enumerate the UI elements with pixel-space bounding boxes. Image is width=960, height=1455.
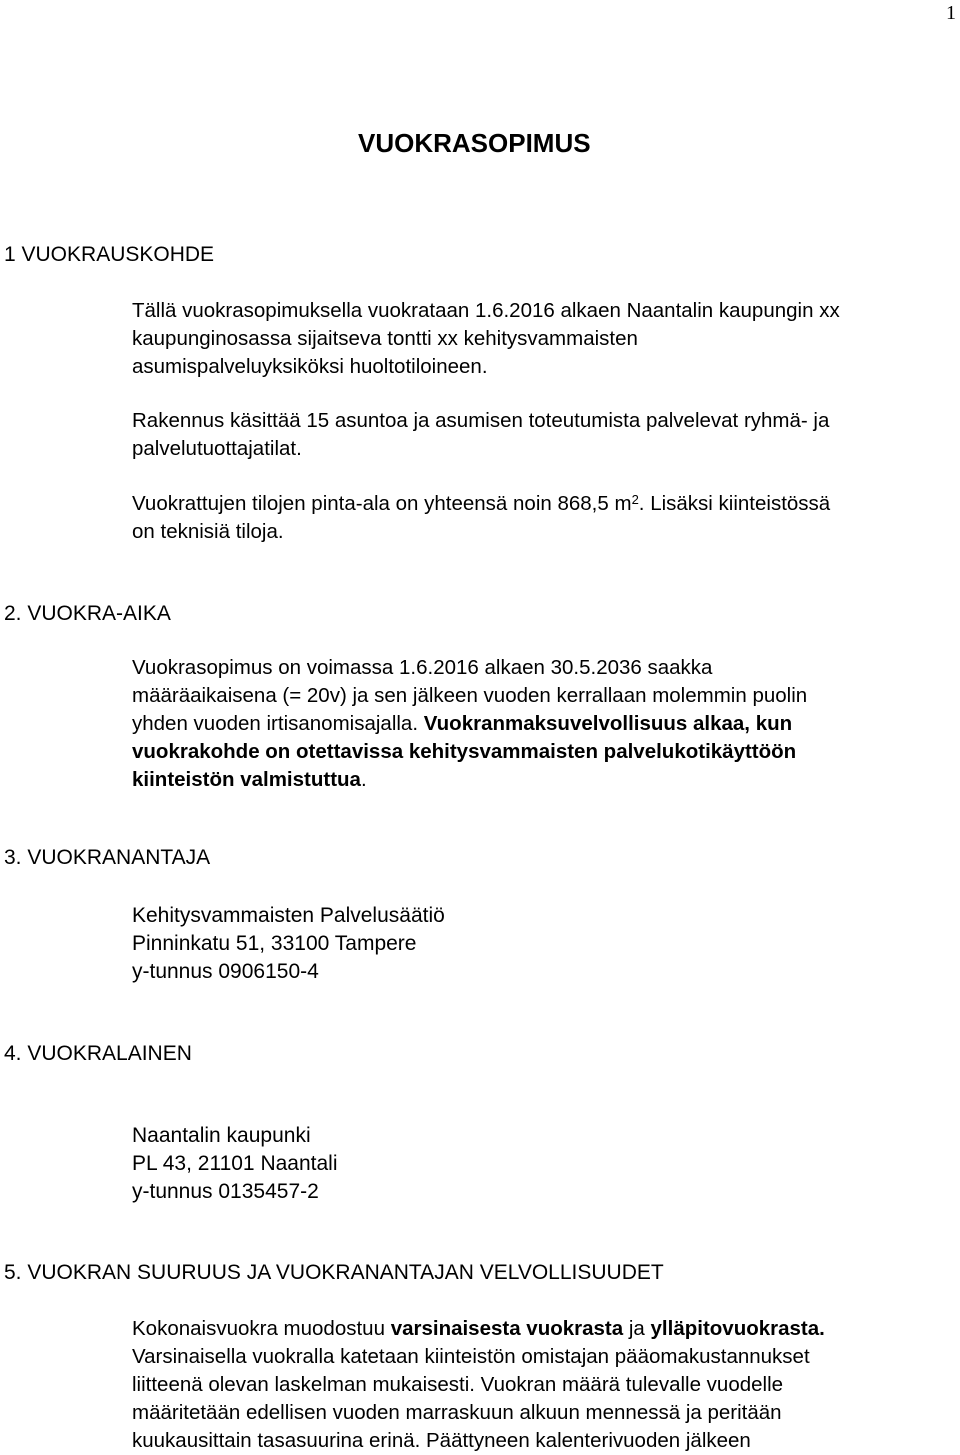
text-line: Rakennus käsittää 15 asuntoa ja asumisen toteutumista palvelevat ryhmä- ja [132, 409, 830, 432]
text-line: määritetään edellisen vuoden marraskuun alkuun mennessä ja peritään [132, 1401, 782, 1424]
text-line: Pinninkatu 51, 33100 Tampere [132, 932, 417, 955]
text-line: Naantalin kaupunki [132, 1124, 311, 1147]
text-line: kaupunginosassa sijaitseva tontti xx kehitysvammaisten [132, 327, 638, 350]
section5-paragraph [132, 1315, 825, 1455]
section-heading-1: 1 VUOKRAUSKOHDE [4, 243, 215, 266]
section-heading-5: 5. VUOKRAN SUURUUS JA VUOKRANANTAJAN VELVOLLISUUDET [4, 1261, 664, 1284]
text-run: Kokonaisvuokra muodostuu [132, 1317, 391, 1340]
bold-text-run: varsinaisesta vuokrasta [390, 1317, 624, 1340]
text-line [132, 766, 807, 794]
section2-paragraph [132, 654, 807, 794]
text-line: palvelutuottajatilat. [132, 437, 302, 460]
text-run: . [360, 768, 367, 791]
text-run: . Lisäksi kiinteistössä [638, 492, 831, 515]
section1-paragraph-2 [132, 407, 829, 463]
text-run: Vuokrattujen tilojen pinta-ala on yhteensä noin 868,5 m [132, 492, 632, 515]
document-title: VUOKRASOPIMUS [358, 128, 591, 158]
bold-text-run: ylläpitovuokrasta. [650, 1317, 825, 1340]
section1-paragraph-3 [132, 490, 830, 546]
bold-text-run: Vuokranmaksuvelvollisuus alkaa, kun [423, 712, 793, 735]
bold-text-run: kiinteistön valmistuttua [132, 768, 361, 791]
section1-paragraph-1 [132, 297, 840, 381]
text-line: on teknisiä tiloja. [132, 520, 284, 543]
text-line: Kehitysvammaisten Palvelusäätiö [132, 904, 445, 927]
text-line: kuukausittain tasasuurina erinä. Päättyneen kalenterivuoden jälkeen [132, 1429, 751, 1452]
text-line: asumispalveluyksiköksi huoltotiloineen. [132, 355, 488, 378]
text-line: Tällä vuokrasopimuksella vuokrataan 1.6.2016 alkaen Naantalin kaupungin xx [132, 299, 840, 322]
section-heading-3: 3. VUOKRANANTAJA [4, 846, 211, 869]
text-line: Varsinaisella vuokralla katetaan kiinteistön omistajan pääomakustannukset [132, 1345, 810, 1368]
text-line: liitteenä olevan laskelman mukaisesti. Vuokran määrä tulevalle vuodelle [132, 1373, 784, 1396]
text-line: y-tunnus 0135457-2 [132, 1180, 319, 1203]
text-line [132, 710, 807, 738]
text-line [132, 490, 830, 518]
section-heading-4: 4. VUOKRALAINEN [4, 1042, 192, 1065]
text-run: ja [623, 1317, 651, 1340]
text-line: vuokrakohde on otettavissa kehitysvammaisten palvelukotikäyttöön [132, 740, 797, 763]
lessor-address [132, 902, 445, 986]
text-line: PL 43, 21101 Naantali [132, 1152, 338, 1175]
text-line: Vuokrasopimus on voimassa 1.6.2016 alkaen 30.5.2036 saakka [132, 656, 713, 679]
lessee-address [132, 1122, 338, 1206]
superscript: 2 [631, 492, 639, 507]
text-line [132, 1315, 825, 1343]
page-number: 1 [946, 2, 956, 24]
text-line: y-tunnus 0906150-4 [132, 960, 319, 983]
section-heading-2: 2. VUOKRA-AIKA [4, 602, 171, 625]
text-run: yhden vuoden irtisanomisajalla. [132, 712, 424, 735]
text-line: määräaikaisena (= 20v) ja sen jälkeen vuoden kerrallaan molemmin puolin [132, 684, 808, 707]
